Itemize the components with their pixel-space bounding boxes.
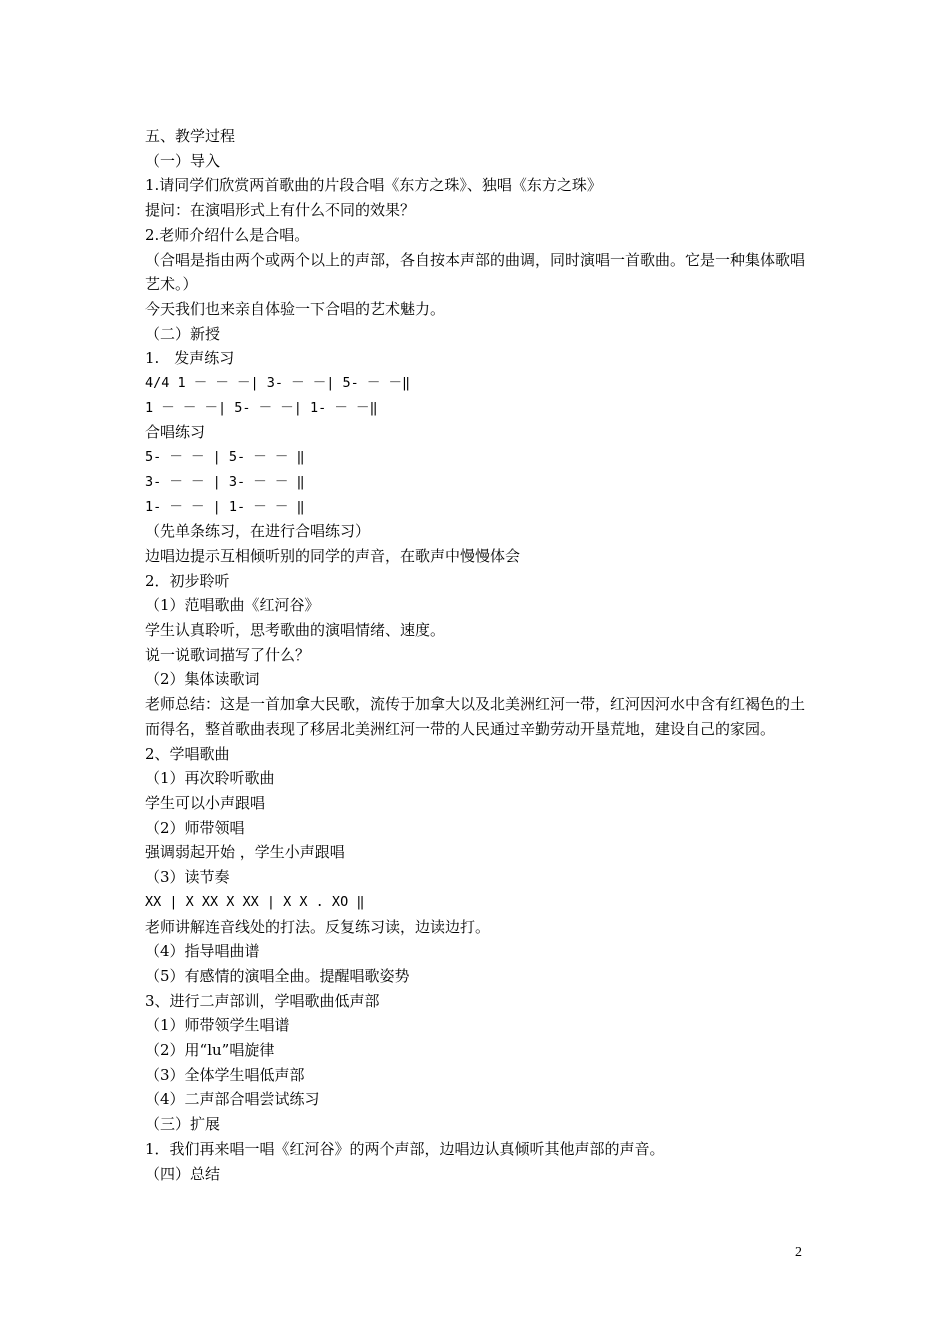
paragraph: （2）集体读歌词: [145, 670, 260, 689]
paragraph: 2．初步聆听: [145, 571, 230, 590]
paragraph: 说一说歌词描写了什么？: [145, 645, 311, 664]
notation-line: 1- － － | 1- － － ‖: [145, 498, 305, 515]
paragraph: （2）用“lu”唱旋律: [145, 1041, 275, 1060]
paragraph: 今天我们也来亲自体验一下合唱的艺术魅力。: [145, 299, 446, 318]
page-number: 2: [795, 1245, 802, 1260]
notation-line: 5- － － | 5- － － ‖: [145, 449, 305, 466]
notation-line: 3- － － | 3- － － ‖: [145, 473, 305, 490]
paragraph: 边唱边提示互相倾听别的同学的声音，在歌声中慢慢体会: [145, 546, 521, 565]
paragraph: 1.请同学们欣赏两首歌曲的片段合唱《东方之珠》、独唱《东方之珠》: [145, 176, 602, 195]
subsection-heading: （一）导入: [145, 151, 221, 170]
subsection-heading: （二）新授: [145, 324, 221, 343]
paragraph: 2.老师介绍什么是合唱。: [145, 225, 310, 244]
section-heading: 五、教学过程: [145, 127, 236, 145]
paragraph: 学生认真聆听，思考歌曲的演唱情绪、速度。: [145, 621, 446, 640]
paragraph: （3）读节奏: [145, 868, 230, 887]
paragraph: 合唱练习: [145, 423, 206, 442]
paragraph: 学生可以小声跟唱: [145, 793, 266, 812]
paragraph: 2、学唱歌曲: [145, 744, 230, 763]
paragraph: 1．我们再来唱一唱《红河谷》的两个声部，边唱边认真倾听其他声部的声音。: [145, 1139, 665, 1158]
paragraph: 1. 发声练习: [145, 349, 235, 368]
rhythm-line: XX | X XX X XX | X X . XO ‖: [145, 893, 365, 910]
paragraph: （3）全体学生唱低声部: [145, 1065, 305, 1084]
paragraph: （先单条练习，在进行合唱练习）: [145, 522, 371, 541]
paragraph: （合唱是指由两个或两个以上的声部，各自按本声部的曲调，同时演唱一首歌曲。它是一种集体歌唱艺术。）: [145, 250, 806, 294]
paragraph: 提问：在演唱形式上有什么不同的效果？: [145, 201, 416, 220]
paragraph: （4）二声部合唱尝试练习: [145, 1090, 320, 1109]
paragraph: 老师总结：这是一首加拿大民歌，流传于加拿大以及北美洲红河一带，红河因河水中含有红褐色的土而得名，整首歌曲表现了移居北美洲红河一带的人民通过辛勤劳动开垦荒地，建设自己的家园。: [145, 695, 806, 738]
paragraph: 老师讲解连音线处的打法。反复练习读，边读边打。: [145, 917, 491, 936]
paragraph: 3、进行二声部训，学唱歌曲低声部: [145, 991, 380, 1010]
paragraph: （1）再次聆听歌曲: [145, 769, 275, 788]
paragraph: 强调弱起开始 ，学生小声跟唱: [145, 843, 345, 862]
paragraph: （5）有感情的演唱全曲。提醒唱歌姿势: [145, 966, 410, 985]
paragraph: （1）范唱歌曲《红河谷》: [145, 596, 320, 615]
notation-line: 4/4 1 － － －| 3- － －| 5- － －‖: [145, 375, 411, 392]
paragraph: （4）指导唱曲谱: [145, 942, 260, 961]
document-body: [145, 124, 810, 1186]
paragraph: （2）师带领唱: [145, 818, 245, 837]
notation-line: 1 － － －| 5- － －| 1- － －‖: [145, 399, 378, 416]
subsection-heading: （三）扩展: [145, 1115, 221, 1134]
subsection-heading: （四）总结: [145, 1164, 221, 1183]
paragraph: （1）师带领学生唱谱: [145, 1016, 290, 1035]
